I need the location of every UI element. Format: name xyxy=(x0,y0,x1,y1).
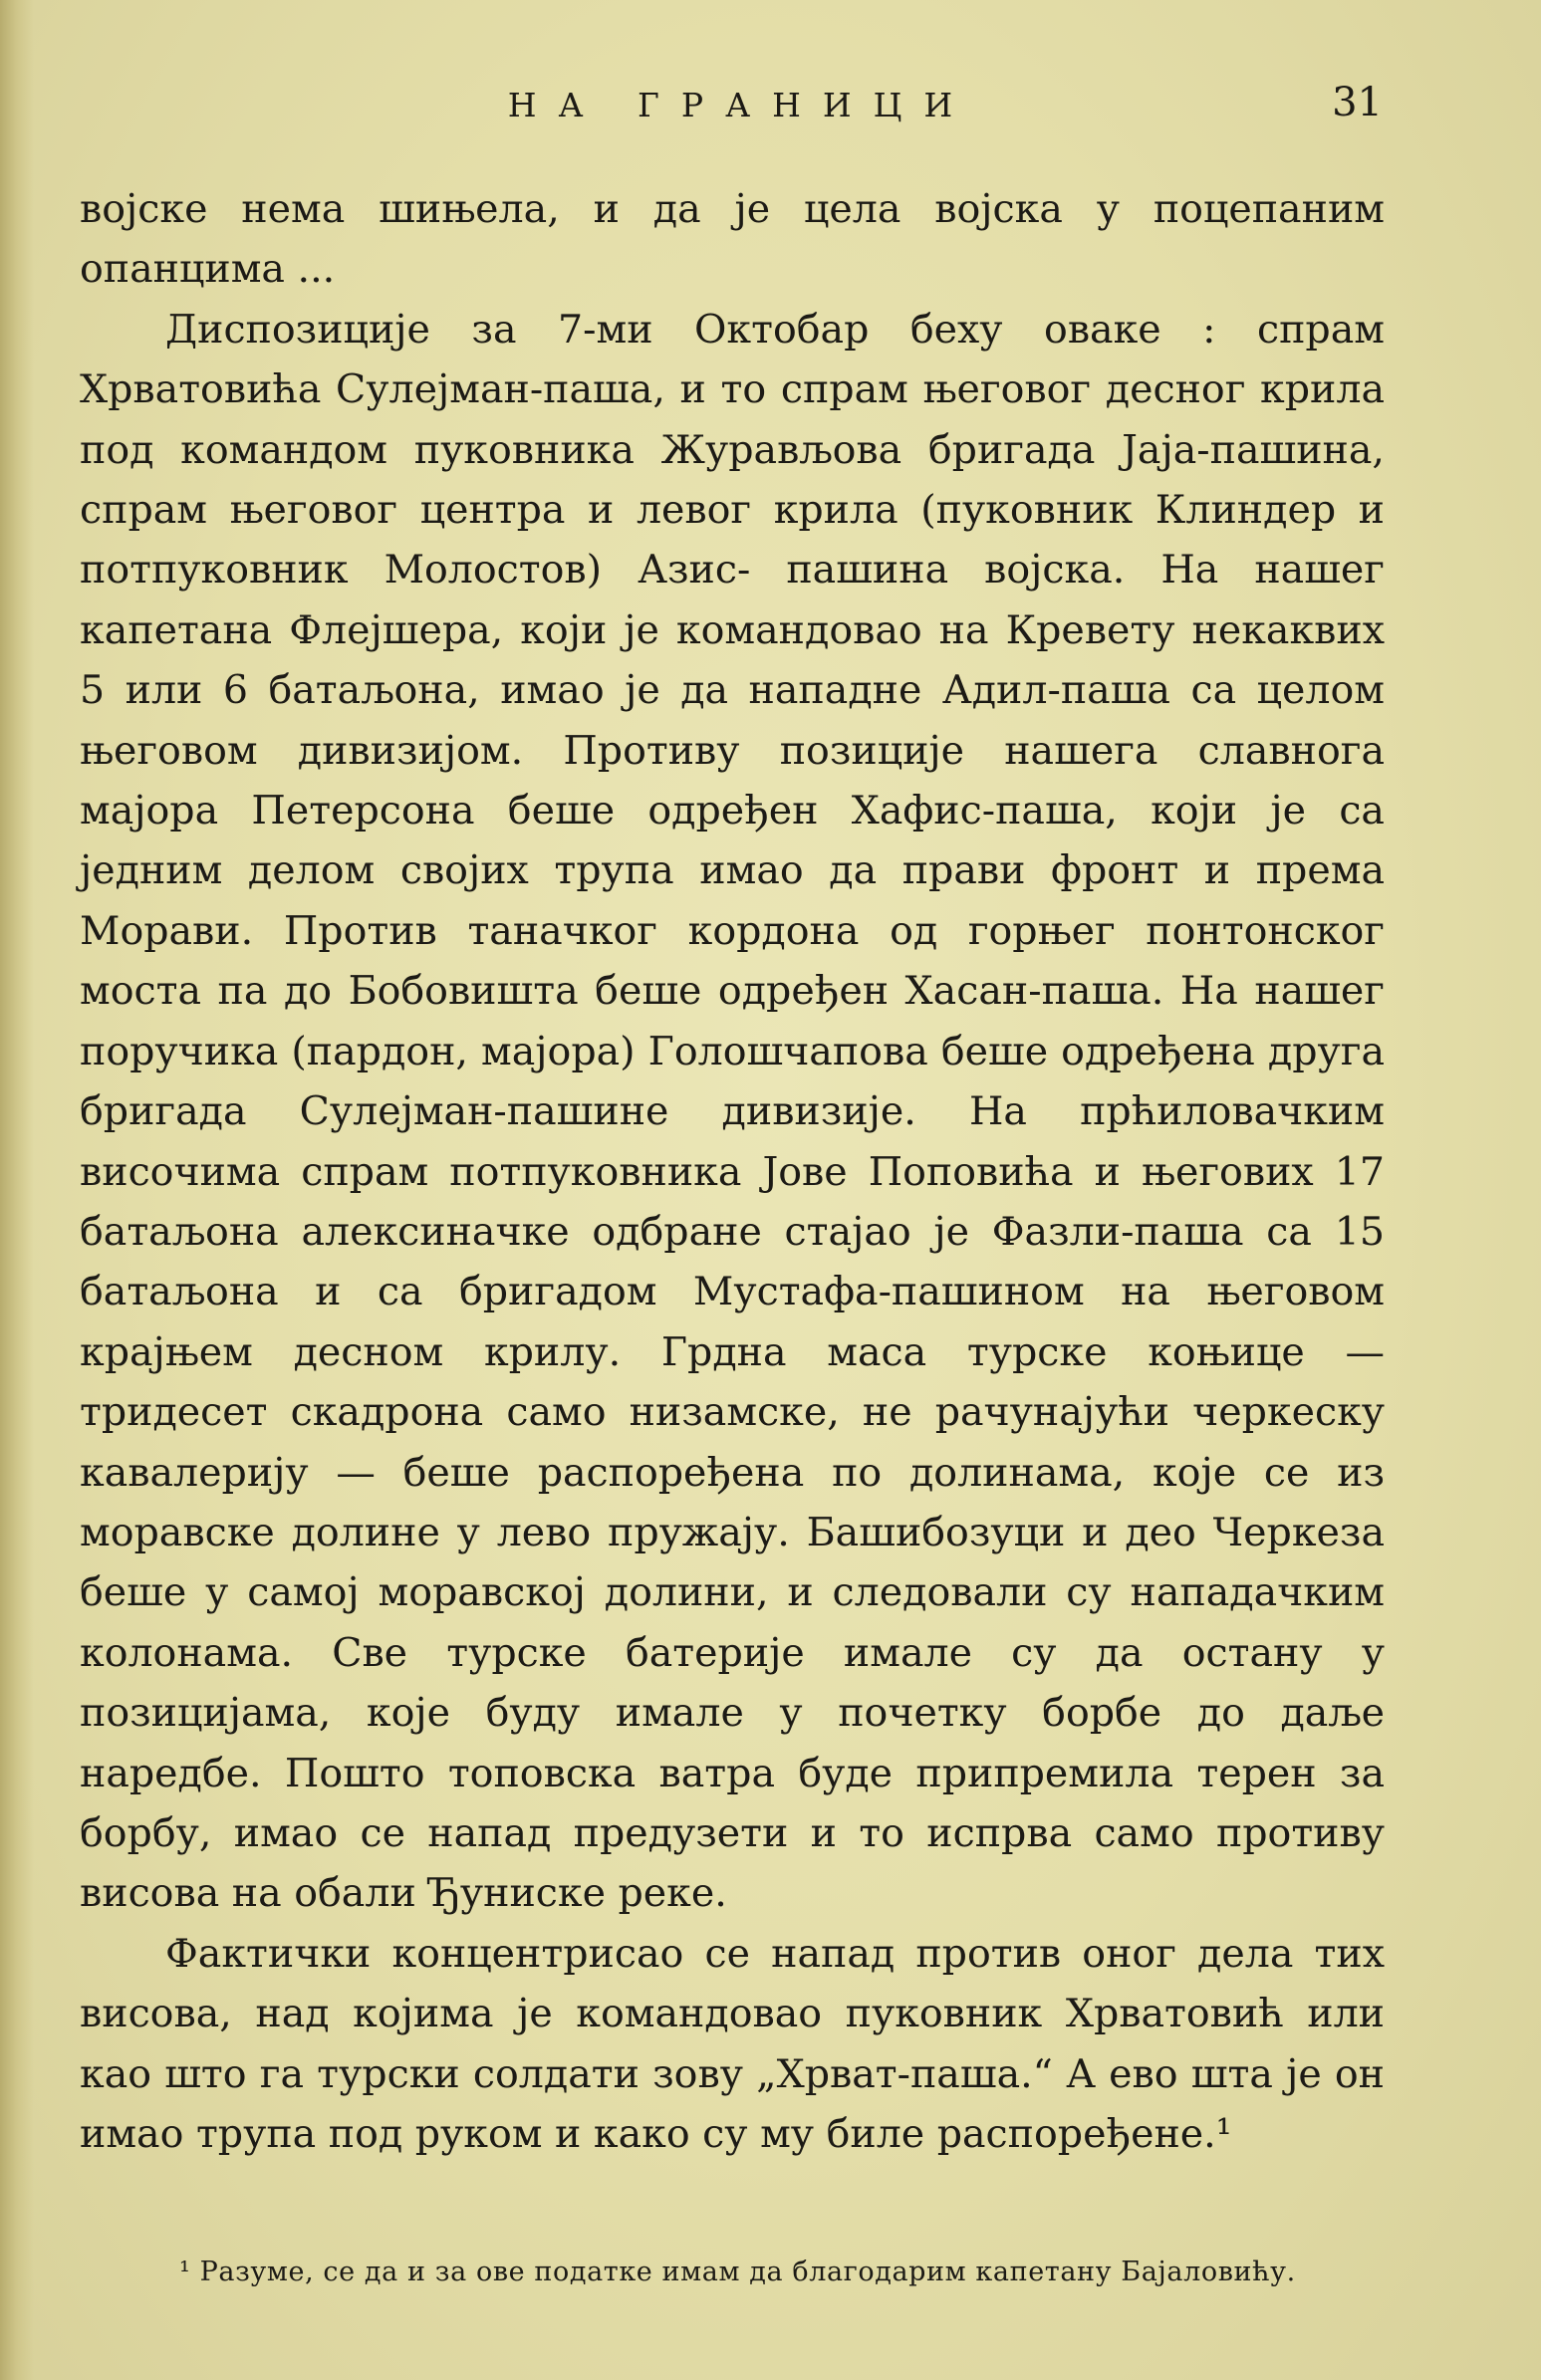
running-title: НА ГРАНИЦИ xyxy=(507,86,975,124)
paragraph-3: Фактички концентрисао се напад против оног дела тих висова, над којима је командовао пуковник Хрватовић или као што га турски солдати зову „Хрват-паша.“ А ево шта је он имао трупа под руком и како су му биле распоређене.¹ xyxy=(80,1930,1385,2157)
page-header xyxy=(78,80,1383,139)
footnote: ¹ Разуме, се да и за ове податке имам да благодарим капетану Бајаловићу. xyxy=(179,2257,1296,2287)
paragraph-2: Диспозиције за 7-ми Октобар беху оваке : спрам Хрватовића Сулејман-паша, и то спрам његовог десног крила под командом пуковника Журављова бригада Јаја-пашина, спрам његовог центра и левог крила (пуковник Клиндер и потпуковник Молостов) Азис- пашина војска. На нашег капетана Флејшера, који је командовао на Кревету некаквих 5 или 6 батаљона, имао је да нападне Адил-паша са целом његовом дивизијом. Противу позиције нашега славнога мајора Петерсона беше одређен Хафис-паша, који је са једним делом својих трупа имао да прави фронт и према Морави. Против таначког кордона од горњег понтонског моста па до Бобовишта беше одређен Хасан-паша. На нашег поручика (пардон, мајора) Голошчапова беше одређена друга бригада Сулејман-пашине дивизије. На прћиловачким височима спрам потпуковника Јове Поповића и његових 17 батаљона алексиначке одбране стајао је Фазли-паша са 15 батаљона и са бригадом Мустафа-пашином на његовом крајњем десном крилу. Грдна маса турске коњице — тридесет скадрона само низамске, не рачунајући черкеску кавалерију — беше распоређена по долинама, које се из моравске долине у лево пружају. Башибозуци и део Черкеза беше у самој моравској долини, и следовали су нападачким колонама. Све турске батерије имале су да остану у позицијама, које буду имале у почетку борбе до даље наредбе. Пошто топовска ватра буде припремила терен за борбу, имао се напад предузети и то испрва само противу висова на обали Ђуниске реке. xyxy=(80,306,1385,1917)
binding-shadow xyxy=(0,0,34,2380)
paragraph-1: војске нема шињела, и да је цела војска у поцепаним опанцима ... xyxy=(80,186,1385,293)
page-number: 31 xyxy=(1332,80,1383,125)
page-body xyxy=(80,179,1385,2164)
